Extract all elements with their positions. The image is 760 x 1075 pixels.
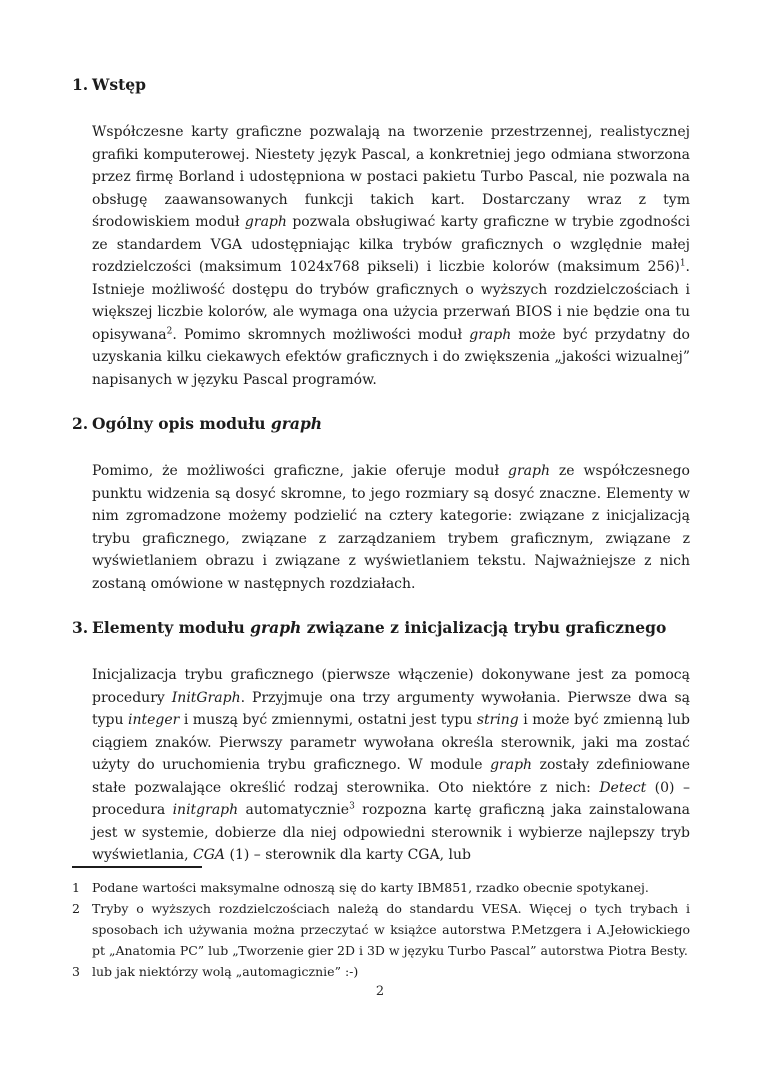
section-title: Wstęp <box>92 75 146 94</box>
footnote <box>72 961 690 982</box>
paragraph: Pomimo, że możliwości graficzne, jakie oferuje moduł graph ze współczesnego punktu widzenia są dosyć skromne, to jego rozmiary są dosyć znaczne. Elementy w nim zgromadzone możemy podzielić na cztery kategorie: związane z inicjalizacją trybu graficznego, związane z zarządzaniem trybem graficznym, związane z wyświetlaniem obrazu i związane z wyświetlaniem tekstu. Najważniejsze z nich zostaną omówione w następnych rozdziałach. <box>92 463 690 592</box>
section-heading-2 <box>72 413 690 435</box>
footnote-text: lub jak niektórzy wolą „automagicznie” :-) <box>92 964 359 979</box>
footnote-text: Podane wartości maksymalne odnoszą się do karty IBM851, rzadko obecnie spotykanej. <box>92 880 649 895</box>
paragraph: Współczesne karty graficzne pozwalają na tworzenie przestrzennej, realistycznej grafiki komputerowej. Niestety język Pascal, a konkretniej jego odmiana stworzona przez firmę Borland i udostępniona w postaci pakietu Turbo Pascal, nie pozwala na obsługę zaawansowanych funkcji takich kart. Dostarczany wraz z tym środowiskiem moduł graph pozwala obsługiwać karty graficzne w trybie zgodności ze standardem VGA udostępniając kilka trybów graficznych o względnie małej rozdzielczości (maksimum 1024x768 pikseli) i liczbie kolorów (maksimum 256)$^1$. Istnieje możliwość dostępu do trybów graficznych o wyższych rozdzielczościach i większej liczbie kolorów, ale wymaga ona użycia przerwań BIOS i nie będzie ona tu opisywana$^2$. Pomimo skromnych możliwości moduł graph może być przydatny do uzyskania kilku ciekawych efektów graficznych i do zwiększenia „jakości wizualnej” napisanych w języku Pascal programów. <box>92 124 690 388</box>
footnote-number: 3 <box>72 964 80 979</box>
footnote-rule <box>72 866 202 868</box>
section-title: Elementy modułu graph związane z inicjalizacją trybu graficznego <box>92 618 667 637</box>
paragraph: Inicjalizacja trybu graficznego (pierwsze włączenie) dokonywane jest za pomocą procedury InitGraph. Przyjmuje ona trzy argumenty wywołania. Pierwsze dwa są typu integer i muszą być zmiennymi, ostatni jest typu string i może być zmienną lub ciągiem znaków. Pierwszy parametr wywołana określa sterownik, jaki ma zostać użyty do uruchomienia trybu graficznego. W module graph zostały zdefiniowane stałe pozwalające określić rodzaj sterownika. Oto niektóre z nich: Detect (0) – procedura initgraph automatycznie$^3$ rozpozna kartę graficzną jaka zainstalowana jest w systemie, dobierze dla niej odpowiedni sterownik i wybierze najlepszy tryb wyświetlania, CGA (1) – sterownik dla karty CGA, lub <box>92 667 690 863</box>
section-title: Ogólny opis modułu graph <box>92 414 323 433</box>
section-number: 1. <box>72 75 89 94</box>
footnote <box>72 898 690 961</box>
page-number: 2 <box>375 984 385 999</box>
section-number: 2. <box>72 414 89 433</box>
section-heading-3 <box>72 617 690 639</box>
section-number: 3. <box>72 618 89 637</box>
section-heading-1 <box>72 74 690 96</box>
footnote <box>72 877 690 898</box>
footnotes-block <box>72 866 690 982</box>
footnote-number: 2 <box>72 901 80 916</box>
footnote-number: 1 <box>72 880 80 895</box>
footnote-text: Tryby o wyższych rozdzielczościach należą do standardu VESA. Więcej o tych trybach i sposobach ich używania można przeczytać w książce autorstwa P.Metzgera i A.Jełowickiego pt „Anatomia PC” lub „Tworzenie gier 2D i 3D w języku Turbo Pascal” autorstwa Piotra Besty. <box>92 901 690 958</box>
